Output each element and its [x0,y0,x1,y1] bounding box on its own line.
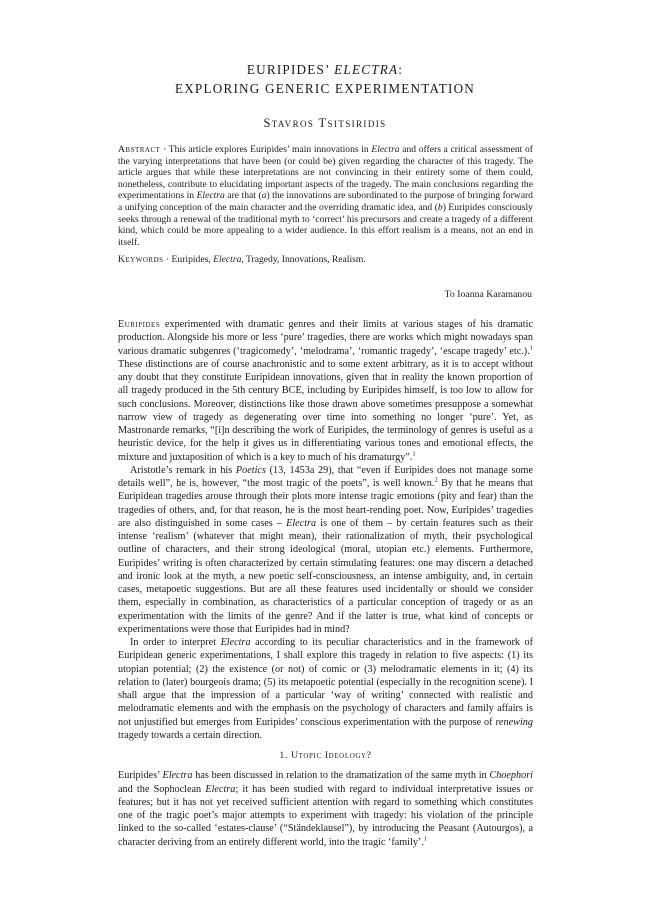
title-suffix: : [398,62,404,77]
paragraph-italic: Electra [162,770,193,782]
paragraph-text: (13, 1453a 29), that “even if Euripides does not manage some details well”, he is, however, “the most tragic of the poets”, is well known. [118,464,533,489]
footnote-marker[interactable]: 1 [529,344,533,352]
paragraph-italic: renewing [495,716,533,728]
paragraph-italic: Electra [205,783,236,795]
keywords-separator: · [163,254,172,265]
paragraph-text: Euripides’ [118,770,163,782]
keywords [118,254,533,266]
paragraph-italic: Poetics [235,464,266,476]
paragraph-text: ; it has been studied with regard to individual interpretative issues or features; but it has not yet received sufficient attention with regard to something which constitutes one of the tragic poet’s major attempts to experiment with tragedy: his violation of the principle linked to the so-called ‘estates-clause’ (“Ständeklausel”), by introducing the Peasant (Autourgos), a character deriving from an entirely different world, into the tragic ‘family’. [118,783,534,848]
paragraph-4 [118,769,533,849]
paragraph-text: according to its peculiar characteristics and in the framework of Euripidean generic experimentations, I shall explore this tragedy in relation to five aspects: (1) its utopian potential; (2) the existence (or not) of comic or (3) melodramatic elements in it; (4) its relation to (later) bourgeois drama; (5) its metapoetic potential (especially in the recognition scene). I shall argue that the impression of a particular ‘way of writing’ connected with realistic and melodramatic elements and with the emphasis on the psychology of characters and family affairs is not unjustified but emerges from Euripides’ conscious experimentation with the purpose of [118,637,533,728]
paragraph-text: experimented with dramatic genres and their limits at various stages of his dramatic production. Alongside his more or less ‘pure’ tragedies, there are works which might nowadays span various dramatic subgenres (‘tragicomedy’, ‘melodrama’, ‘romantic tragedy’, ‘escape tragedy’ etc.). [118,319,533,357]
abstract-italic: a [261,190,267,202]
author-name: Stavros Tsitsiridis [263,116,387,130]
drop-lead-word: Euripides [118,319,161,330]
footnote-marker[interactable]: 1 [412,450,416,458]
paragraph-text: has been discussed in relation to the dramatization of the same myth in [192,770,490,782]
paragraph-text: In order to interpret [130,637,221,648]
abstract-label: Abstract [118,144,161,155]
paragraph-text: and the Sophoclean [118,783,206,795]
paragraph-text: tragedy towards a certain direction. [118,729,262,741]
paragraph-1 [118,318,533,464]
paragraph-text: Aristotle’s remark in his [130,464,236,476]
abstract-separator: · [160,144,169,155]
paragraph-italic: Electra [220,637,251,648]
abstract-italic: Electra [196,190,225,202]
paragraph-3 [118,636,533,742]
keyword-text: , Tragedy, Innovations, Realism. [241,254,366,265]
keyword-italic: Electra [213,254,242,265]
section-heading: 1. Utopic Ideology? [279,750,372,761]
abstract-text: ) the innovations are subordinated to the purpose of bringing forward a unifying conception of the main character and the overriding dramatic idea, and ( [118,190,533,213]
paragraph-text: These distinctions are of course anachronistic and to some extent arbitrary, as it is to accept without any doubt that they constitute Euripidean innovations, given that in reality the known proportion of all tragedy produced in the 5th century BCE, including by Euripides himself, is too low to allow for such conclusions. Moreover, distinctions like those drawn above sometimes presuppose a somewhat narrow view of tragedy as degenerating over time into something no longer ‘pure’. Yet, as Mastronarde remarks, “[i]n describing the work of Euripides, the terminology of genres is useful as a heuristic device, for the help it gives us in differentiating various tones and emotional effects, the mixture and juxtaposition of which is a key to much of his dramaturgy”. [118,358,533,463]
article-subtitle: EXPLORING GENERIC EXPERIMENTATION [174,81,476,96]
footnote-marker[interactable]: 2 [434,476,438,484]
paragraph-2 [118,464,533,636]
abstract-text: are that ( [224,190,262,202]
dedication: To Ioanna Karamanou [444,289,532,300]
abstract [118,144,533,248]
keywords-label: Keywords [118,254,164,265]
paragraph-text: is one of them – by certain features such as their intense ‘realism’ (whatever that might mean), their rationalization of myth, their psychological outline of characters, and their strong ideological (moral, utopian etc.) elements. Furthermore, Euripides’ writing is often characterized by certain stimulating features: one may discern a detached and ironic look at the myth, a new poetic self-consciousness, an intense ambiguity, and, in certain cases, metapoetic suggestions. But are all these features used incidentally or should we consider them, especially in combination, as characteristics of a particular conception of tragedy or as an experimentation with the limits of the genre? And if the latter is true, what kind of concepts or experimentations were those that Euripides had in mind? [118,517,533,635]
paragraph-italic: Electra [286,517,317,529]
article-body [118,318,533,849]
abstract-text: This article explores Euripides’ main innovations in [168,144,372,155]
paragraph-text: By that he means that Euripidean tragedies arouse through their plots more intense tragic emotions (pity and fear) than the tragedies of others, and, for that reason, he is the most heart-rending poet. Now, Euripides’ tragedies are also distinguished in some cases – [118,478,533,529]
title-italic: ELECTRA [334,62,399,77]
abstract-italic: Electra [371,144,400,155]
footnote-marker[interactable]: 1 [423,835,428,843]
abstract-text: and offers a critical assessment of the varying interpretations that have been (or could be) given regarding the character of this tragedy. The article argues that while these interpretations are not convincing in their entirety some of them could, nonetheless, contribute to elucidating important aspects of the tragedy. The main conclusions regarding the experimentations in [118,144,533,202]
paragraph-italic: Choephori [489,770,533,782]
keyword-text: Euripides, [171,254,214,265]
abstract-text: ) Euripides consciously seeks through a renewal of the traditional myth to ‘correct’ his precursors and create a tragedy of a different kind, which could be more appealing to a wider audience. In this effort realism is a means, not an end in itself. [118,201,533,248]
title-prefix: EURIPIDES’ [246,62,335,77]
article-title [0,62,650,78]
abstract-italic: b [437,201,443,213]
